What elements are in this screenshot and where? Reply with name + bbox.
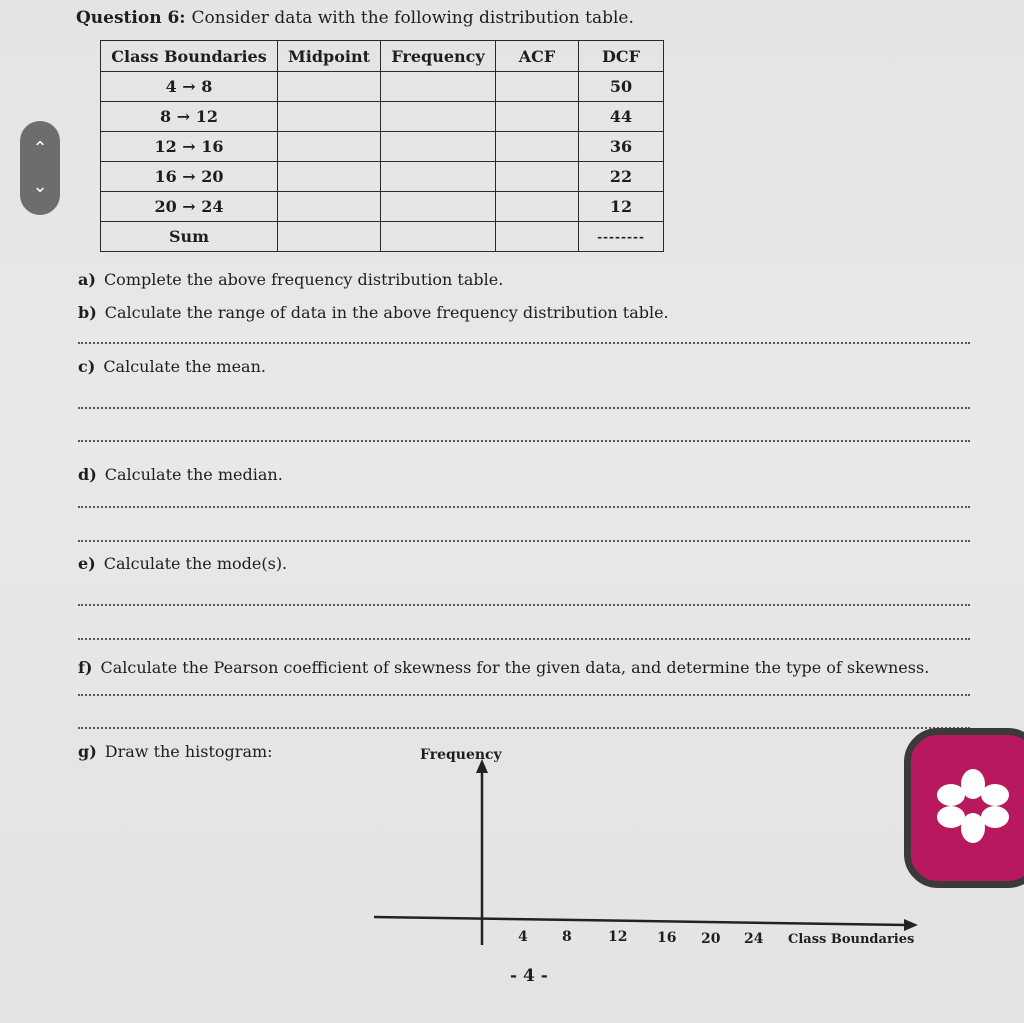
cell-frequency [381,102,496,132]
table-header-row [101,41,664,72]
answer-line [78,407,970,409]
answer-line [78,727,970,729]
x-tick-label: 24 [744,931,764,947]
part-d [78,465,283,484]
cell-class: 12 → 16 [101,132,278,162]
header-class-boundaries: Class Boundaries [101,41,278,72]
flower-icon [937,761,1009,851]
cell-frequency [381,72,496,102]
answer-line [78,342,970,344]
cell-dcf: 44 [579,102,664,132]
table-row [101,72,664,102]
part-e [78,554,287,573]
cell-frequency [381,132,496,162]
part-a-letter: a) [78,270,96,289]
cell-midpoint [278,102,381,132]
page-number: - 4 - [510,966,548,986]
cell-midpoint [278,192,381,222]
part-g-letter: g) [78,742,97,761]
part-f [78,658,929,677]
cell-class: 16 → 20 [101,162,278,192]
cell-sum-dcf: -------- [579,222,664,252]
cell-dcf: 22 [579,162,664,192]
part-e-text: Calculate the mode(s). [103,554,288,573]
cell-frequency [381,192,496,222]
part-a-text: Complete the above frequency distribution table. [103,270,504,289]
x-axis-arrow-icon [904,919,918,931]
table-row [101,132,664,162]
part-d-letter: d) [78,465,97,484]
header-acf: ACF [496,41,579,72]
part-c-text: Calculate the mean. [103,357,266,376]
cell-acf [496,162,579,192]
cell-acf [496,102,579,132]
table-row [101,162,664,192]
x-tick-label: 4 [518,929,528,945]
cell-acf [496,72,579,102]
part-b-letter: b) [78,303,97,322]
part-b [78,303,669,322]
histogram-ylabel: Frequency [420,747,502,763]
page-nav-pill [20,121,60,215]
x-tick-label: 20 [701,931,721,947]
part-a [78,270,503,289]
cell-class: 20 → 24 [101,192,278,222]
part-g-text: Draw the histogram: [104,742,273,761]
cell-midpoint [278,162,381,192]
part-d-text: Calculate the median. [104,465,283,484]
x-tick-label: 8 [562,929,572,945]
table-sum-row [101,222,664,252]
cell-dcf: 36 [579,132,664,162]
x-axis [374,917,908,925]
cell-class: 4 → 8 [101,72,278,102]
table-row [101,102,664,132]
question-text: Consider data with the following distribution table. [191,8,634,28]
x-tick-label: 16 [657,930,677,946]
chevron-down-icon[interactable]: ⌄ [32,175,48,197]
histogram-axes [370,755,930,955]
part-b-text: Calculate the range of data in the above frequency distribution table. [104,303,669,322]
cell-sum-label: Sum [101,222,278,252]
answer-line [78,440,970,442]
question-number: Question 6: [76,8,186,28]
answer-line [78,540,970,542]
histogram-xlabel: Class Boundaries [788,932,915,947]
question-title [76,8,634,28]
cell-acf [496,132,579,162]
part-f-text: Calculate the Pearson coefficient of skewness for the given data, and determine the type of skewness. [100,658,930,677]
distribution-table [100,40,664,252]
part-g [78,742,273,761]
x-tick-label: 12 [608,929,628,945]
cell-class: 8 → 12 [101,102,278,132]
answer-line [78,694,970,696]
part-f-letter: f) [78,658,93,677]
answer-line [78,638,970,640]
header-dcf: DCF [579,41,664,72]
header-midpoint: Midpoint [278,41,381,72]
floating-action-button[interactable] [904,728,1024,888]
cell-midpoint [278,132,381,162]
cell-dcf: 12 [579,192,664,222]
chevron-up-icon[interactable]: ⌃ [32,138,48,160]
cell-sum-frequency [381,222,496,252]
table-row [101,192,664,222]
part-e-letter: e) [78,554,96,573]
cell-dcf: 50 [579,72,664,102]
cell-midpoint [278,72,381,102]
header-frequency: Frequency [381,41,496,72]
cell-acf [496,192,579,222]
part-c-letter: c) [78,357,96,376]
cell-sum-acf [496,222,579,252]
answer-line [78,604,970,606]
cell-frequency [381,162,496,192]
cell-sum-midpoint [278,222,381,252]
answer-line [78,506,970,508]
part-c [78,357,266,376]
